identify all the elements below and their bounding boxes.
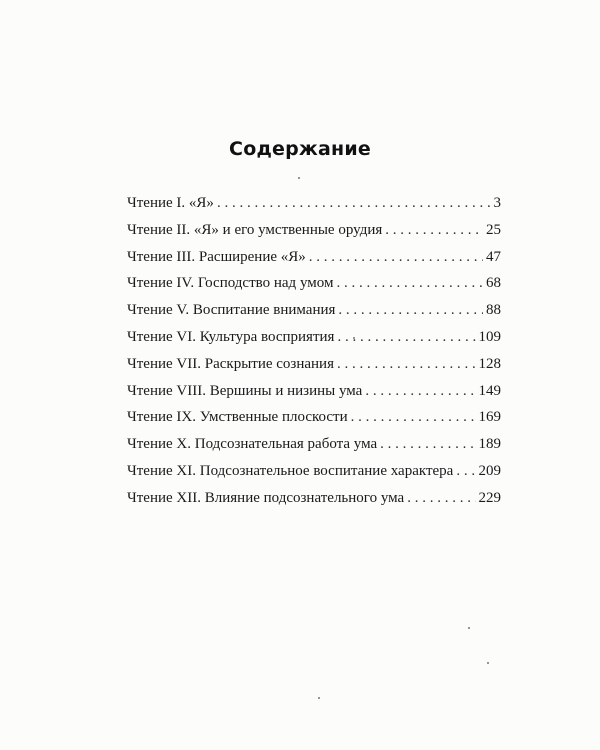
toc-entry-page: 128: [478, 355, 501, 372]
scan-speck: [318, 697, 320, 699]
dot-leader: [365, 378, 475, 405]
dot-leader: [456, 458, 475, 485]
toc-entry: [127, 217, 501, 244]
dot-leader: [336, 270, 483, 297]
page-title: Содержание: [229, 138, 371, 160]
toc-entry-page: 209: [478, 462, 501, 479]
scan-speck: [298, 177, 300, 179]
toc-entry-label: Чтение X. Подсознательная работа ума: [127, 436, 378, 453]
toc-entry: [127, 404, 501, 431]
toc-entry-page: 25: [486, 221, 501, 238]
toc-entry-page: 149: [478, 382, 501, 399]
toc-entry-label: Чтение XI. Подсознательное воспитание характера: [127, 462, 454, 479]
toc-entry: [127, 324, 501, 351]
toc-entry: [127, 351, 501, 378]
toc-entry: [127, 378, 501, 405]
dot-leader: [380, 431, 475, 458]
toc-entry-label: Чтение II. «Я» и его умственные орудия: [127, 221, 383, 238]
toc-entry: [127, 244, 501, 271]
toc-entry-page: 109: [478, 328, 501, 345]
toc-entry-page: 68: [486, 275, 501, 292]
dot-leader: [337, 324, 475, 351]
toc-entry: [127, 270, 501, 297]
dot-leader: [337, 351, 476, 378]
dot-leader: [407, 485, 475, 512]
toc-entry-page: 47: [486, 248, 501, 265]
dot-leader: [351, 404, 476, 431]
toc-entry-label: Чтение III. Расширение «Я»: [127, 248, 306, 265]
dot-leader: [309, 244, 483, 271]
toc-entry-page: 88: [486, 302, 501, 319]
toc-entry-label: Чтение VIII. Вершины и низины ума: [127, 382, 363, 399]
toc-entry-label: Чтение VII. Раскрытие сознания: [127, 355, 334, 372]
scan-speck: [468, 627, 470, 629]
toc-entry-label: Чтение XII. Влияние подсознательного ума: [127, 489, 405, 506]
dot-leader: [217, 190, 491, 217]
toc-entry: [127, 297, 501, 324]
toc-entry-page: 189: [478, 436, 501, 453]
toc-entry-label: Чтение IX. Умственные плоскости: [127, 409, 348, 426]
toc-entry: [127, 458, 501, 485]
toc-entry: [127, 485, 501, 512]
scan-speck: [353, 337, 355, 339]
toc-entry: [127, 431, 501, 458]
dot-leader: [338, 297, 483, 324]
scan-speck: [487, 662, 489, 664]
table-of-contents: [127, 190, 501, 512]
toc-entry-page: 3: [493, 195, 501, 211]
toc-entry-label: Чтение I. «Я»: [127, 195, 214, 211]
toc-entry-page: 169: [478, 409, 501, 426]
toc-entry-label: Чтение IV. Господство над умом: [127, 275, 334, 292]
dot-leader: [385, 217, 483, 244]
toc-entry: [127, 190, 501, 217]
toc-entry-label: Чтение VI. Культура восприятия: [127, 328, 335, 345]
toc-entry-page: 229: [478, 489, 501, 506]
toc-entry-label: Чтение V. Воспитание внимания: [127, 302, 336, 319]
